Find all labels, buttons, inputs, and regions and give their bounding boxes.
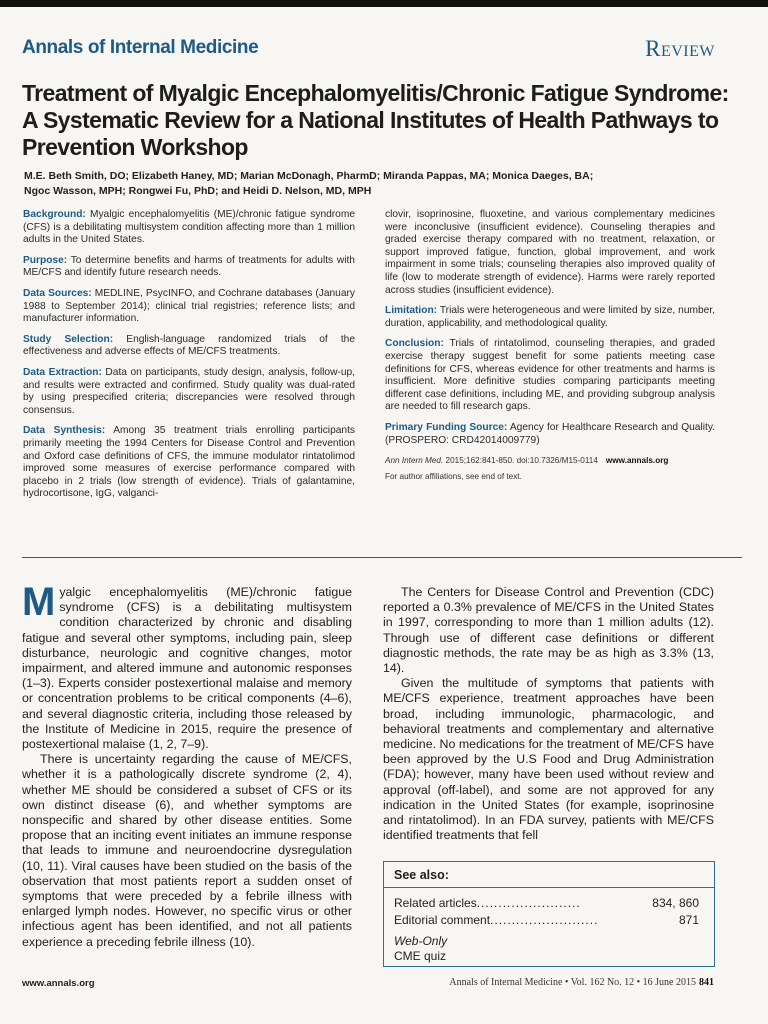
abstract-right-column xyxy=(385,209,715,483)
affiliation-note: For author affiliations, see end of text. xyxy=(385,472,522,482)
authors-line-1: M.E. Beth Smith, DO; Elizabeth Haney, MD; Marian McDonagh, PharmD; Miranda Pappas, MA; Monica Daeges, BA; xyxy=(24,170,594,182)
see-also-title: See also: xyxy=(394,868,449,882)
footer-citation xyxy=(449,977,714,988)
citation-journal: Ann Intern Med. xyxy=(385,456,444,466)
abstract-heading: Conclusion: xyxy=(385,338,444,350)
abstract-text: Trials were heterogeneous and were limited by size, number, duration, applicability, and methodological quality. xyxy=(385,305,715,329)
abstract-heading: Purpose: xyxy=(23,254,68,266)
author-list xyxy=(24,169,724,199)
abstract-text: Agency for Healthcare Research and Quality. (PROSPERO: CRD42014009779) xyxy=(385,421,715,446)
abstract-heading: Data Synthesis: xyxy=(23,425,106,437)
editorial-comment-pages: 871 xyxy=(678,913,699,927)
section-label: Review xyxy=(645,36,715,61)
body-paragraph xyxy=(22,580,352,752)
journal-name: Annals of Internal Medicine xyxy=(22,37,259,58)
abstract-background xyxy=(23,209,355,247)
abstract-heading: Data Sources: xyxy=(23,287,92,299)
abstract-heading: Primary Funding Source: xyxy=(385,421,508,433)
body-right-column xyxy=(383,585,714,843)
abstract-left-column xyxy=(23,209,355,509)
citation-url[interactable]: www.annals.org xyxy=(605,456,669,466)
related-articles-label: Related articles xyxy=(394,896,477,910)
page-number: 841 xyxy=(699,977,714,988)
abstract-heading: Data Extraction: xyxy=(23,366,102,378)
abstract-text: Among 35 treatment trials enrolling participants primarily meeting the 1994 Centers for Disease Control and Prevention and Oxford case definitions of CFS, the immune modulator rintatolimod improved some measures of exercise performance compared with placebo in 2 trials (low strength of evidence). Trials of galantamine, hydrocortisone, IgG, valganci- xyxy=(23,425,355,500)
see-also-rule xyxy=(384,887,714,888)
related-articles-link[interactable]: Related articles........................ 834, 860 xyxy=(394,896,699,910)
abstract-divider xyxy=(22,557,742,558)
abstract-funding xyxy=(385,422,715,447)
abstract-study-selection xyxy=(23,334,355,359)
footer-url[interactable]: www.annals.org xyxy=(22,978,95,989)
abstract-data-extraction xyxy=(23,367,355,417)
abstract-data-sources xyxy=(23,288,355,326)
editorial-comment-link[interactable]: Editorial comment......................... 871 xyxy=(394,913,699,927)
abstract-text: English-language randomized trials of the effectiveness and adverse effects of ME/CFS treatments. xyxy=(23,333,355,358)
top-border xyxy=(0,0,768,7)
abstract-text: Data on participants, study design, analysis, follow-up, and results were extracted and confirmed. Study quality was dual-rated by using prespecified criteria; discrepancies were resolved through consensus. xyxy=(23,366,355,416)
article-title: Treatment of Myalgic Encephalomyelitis/Chronic Fatigue Syndrome: A Systematic Review for a National Institutes of Health Pathways to Prevention Workshop xyxy=(22,80,729,160)
body-paragraph: The Centers for Disease Control and Prevention (CDC) reported a 0.3% prevalence of ME/CFS in the United States in 1997, corresponding to more than 1 million adults (12). Through use of different case definitions or different diagnostic methods, the rate may be as high as 3.3% (13, 14). xyxy=(383,585,714,676)
see-also-box xyxy=(383,861,715,967)
drop-cap: M xyxy=(22,580,56,624)
web-only-label: Web-Only xyxy=(394,934,448,948)
abstract-heading: Background: xyxy=(23,209,86,220)
abstract-text: Myalgic encephalomyelitis (ME)/chronic fatigue syndrome (CFS) is a debilitating multisystem condition affecting more than 1 million adults in the United States. xyxy=(23,209,355,246)
abstract-synthesis-continued: clovir, isoprinosine, fluoxetine, and various complementary medicines were inconclusive (insufficient evidence). Counseling therapies and graded exercise therapy compared with no treatment, relaxation, or support improved fatigue, function, global improvement, and work impairment in some trials; counseling therapies also improved quality of life (low to moderate strength of evidence). Harms were rarely reported across studies (insufficient evidence). xyxy=(385,209,715,296)
abstract-limitation xyxy=(385,305,715,330)
citation-line xyxy=(385,455,715,467)
abstract-conclusion xyxy=(385,338,715,414)
abstract-heading: Limitation: xyxy=(385,305,438,317)
abstract-text: Trials of rintatolimod, counseling therapies, and graded exercise therapy suggest benefit for some patients meeting case definitions for CFS, whereas evidence for other treatments and harms is insufficient. More definitive studies comparing participants meeting different case definitions, including ME, and providing subgroup analysis are needed to fill research gaps. xyxy=(385,338,715,413)
body-text: yalgic encephalomyelitis (ME)/chronic fatigue syndrome (CFS) is a debilitating multisystem condition characterized by chronic and disabling fatigue and several other symptoms, including pain, sleep disturbance, neurologic and cognitive changes, motor impairment, and altered immune and autonomic responses (1–3). Experts consider postexertional malaise and memory or concentration problems to be critical components (4–6), and several diagnostic criteria, including those released by the Institute of Medicine in 2015, require the presence of postexertional malaise (1, 2, 7–9). xyxy=(22,585,352,752)
abstract-heading: Study Selection: xyxy=(23,333,114,345)
abstract-data-synthesis xyxy=(23,425,355,501)
footer-journal-issue: Annals of Internal Medicine • Vol. 162 No. 12 • 16 June 2015 xyxy=(449,977,696,988)
abstract-text: MEDLINE, PsycINFO, and Cochrane databases (January 1988 to September 2014); clinical trial registries; reference lists; and manufacturer information. xyxy=(23,287,355,325)
cme-quiz-link[interactable]: CME quiz xyxy=(394,949,447,963)
abstract-purpose xyxy=(23,255,355,280)
related-articles-pages: 834, 860 xyxy=(652,896,699,910)
body-paragraph: Given the multitude of symptoms that patients with ME/CFS experience, treatment approaches have been broad, including immunologic, pharmacologic, and behavioral treatments and complementary and alternative medicine. No medications for the treatment of ME/CFS have been approved by the U.S Food and Drug Administration (FDA); however, many have been used without review and approval (off-label), and some are not approved for any indication in the United States (for example, isoprinosine and rintatolimod). In an FDA survey, patients with ME/CFS identified treatments that fell xyxy=(383,676,714,843)
body-paragraph: There is uncertainty regarding the cause of ME/CFS, whether it is a pathologically discrete syndrome (2, 4), whether ME should be considered a subset of CFS or its own distinct disease (6), and whether symptoms are nonspecific and shared by other disease entities. Some propose that an inciting event initiates an immune response that leads to immune and neuroendocrine dysregulation (10, 11). Viral causes have been studied on the basis of the observation that most patients report a sudden onset of symptoms that were preceded by a febrile illness with enlarged lymph nodes. However, no specific virus or other infectious agent has been identified, and not all patients experience a preceding febrile illness (10). xyxy=(22,752,352,949)
authors-line-2: Ngoc Wasson, MPH; Rongwei Fu, PhD; and Heidi D. Nelson, MD, MPH xyxy=(24,185,372,197)
body-left-column xyxy=(22,580,352,950)
editorial-comment-label: Editorial comment xyxy=(394,913,491,927)
abstract-text: To determine benefits and harms of treatments for adults with ME/CFS and identify future research needs. xyxy=(23,254,355,279)
citation-details: 2015;162:841-850. doi:10.7326/M15-0114 xyxy=(445,456,598,466)
